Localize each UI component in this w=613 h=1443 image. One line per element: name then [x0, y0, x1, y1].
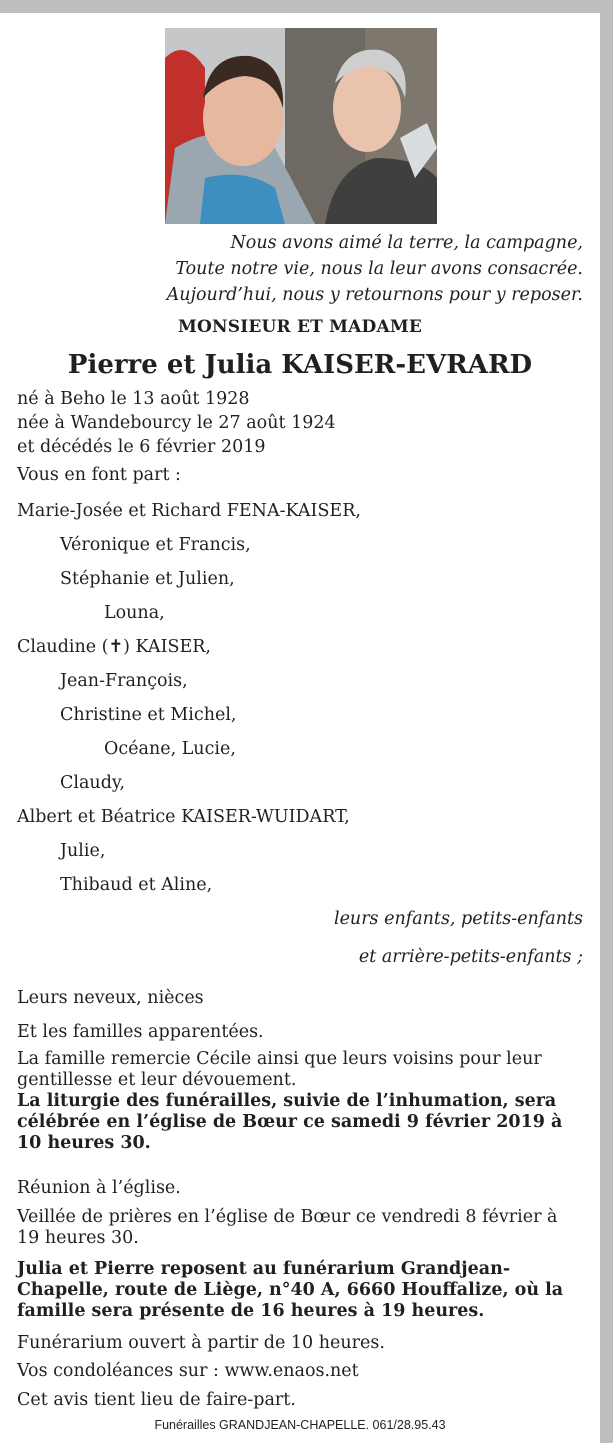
- nephews-text: Leurs neveux, nièces: [17, 988, 204, 1008]
- poem-line-2: Toute notre vie, nous la leur avons consacrée.: [175, 259, 583, 279]
- family-line: Claudine (✝) KAISER,: [17, 637, 211, 657]
- thanks-paragraph: La famille remercie Cécile ainsi que leurs voisins pour leur gentillesse et leur dévouement.: [17, 1049, 542, 1090]
- condolences-text: Vos condoléances sur : www.enaos.net: [17, 1361, 359, 1381]
- family-line: Océane, Lucie,: [104, 739, 236, 759]
- family-line: Véronique et Francis,: [60, 535, 251, 555]
- funerarium-open-text: Funérarium ouvert à partir de 10 heures.: [17, 1333, 385, 1353]
- family-line: Louna,: [104, 603, 165, 623]
- death-date: et décédés le 6 février 2019: [17, 437, 266, 457]
- poem-line-3: Aujourd’hui, nous y retournons pour y reposer.: [166, 285, 583, 305]
- birth-pierre: né à Beho le 13 août 1928: [17, 389, 250, 409]
- summary-line-2: et arrière-petits-enfants ;: [358, 947, 583, 967]
- deceased-names: Pierre et Julia KAISER-EVRARD: [67, 350, 533, 380]
- obituary-page: [0, 13, 600, 1443]
- family-line: Christine et Michel,: [60, 705, 237, 725]
- family-line: Claudy,: [60, 773, 126, 793]
- family-line: Thibaud et Aline,: [60, 875, 213, 895]
- rest-paragraph: Julia et Pierre reposent au funérarium Grandjean-Chapelle, route de Liège, n°40 A, 6660 Houffalize, où la famille sera présente de 16 heures à 19 heures.: [17, 1259, 564, 1321]
- family-line: Stéphanie et Julien,: [60, 569, 235, 589]
- summary-line-1: leurs enfants, petits-enfants: [333, 909, 583, 929]
- notice-text: Cet avis tient lieu de faire-part.: [17, 1390, 296, 1410]
- family-line: Julie,: [60, 841, 106, 861]
- funeral-home-footer: Funérailles GRANDJEAN-CHAPELLE. 061/28.95.43: [154, 1418, 446, 1432]
- couple-photo: [165, 28, 437, 224]
- poem-line-1: Nous avons aimé la terre, la campagne,: [230, 233, 583, 253]
- intro-text: Vous en font part :: [17, 465, 181, 485]
- liturgy-paragraph: La liturgie des funérailles, suivie de l’inhumation, sera célébrée en l’église de Bœur ce samedi 9 février 2019 à 10 heures 30.: [17, 1091, 563, 1153]
- family-line: Albert et Béatrice KAISER-WUIDART,: [17, 807, 350, 827]
- vigil-paragraph: Veillée de prières en l’église de Bœur ce vendredi 8 février à 19 heures 30.: [17, 1207, 558, 1248]
- family-line: Jean-François,: [60, 671, 188, 691]
- relatives-text: Et les familles apparentées.: [17, 1022, 264, 1042]
- title-caps: MONSIEUR ET MADAME: [177, 317, 423, 337]
- family-line: Marie-Josée et Richard FENA-KAISER,: [17, 501, 361, 521]
- birth-julia: née à Wandebourcy le 27 août 1924: [17, 413, 336, 433]
- meeting-text: Réunion à l’église.: [17, 1178, 181, 1198]
